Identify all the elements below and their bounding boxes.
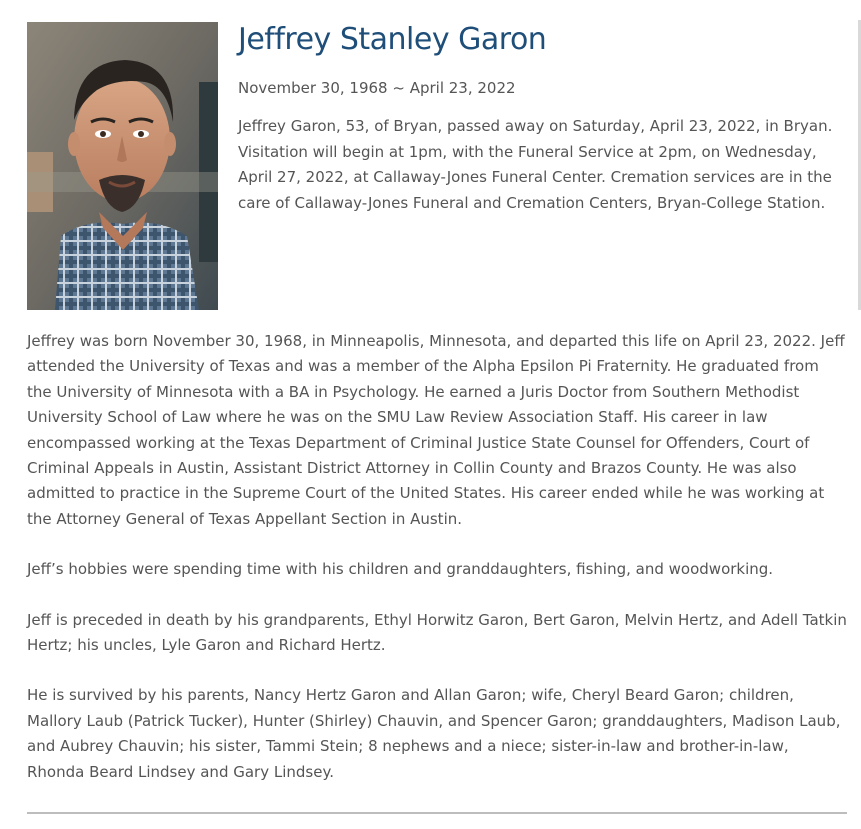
portrait-illustration: [27, 22, 218, 310]
paragraph-preceded: Jeff is preceded in death by his grandparents, Ethyl Horwitz Garon, Bert Garon, Melvin Hertz, and Adell Tatkin Hertz; his uncles, Lyle Garon and Richard Hertz.: [27, 610, 847, 655]
deceased-name: Jeffrey Stanley Garon: [238, 22, 547, 57]
paragraph-biography: Jeffrey was born November 30, 1968, in Minneapolis, Minnesota, and departed this life on April 23, 2022. Jeff attended the University of Texas and was a member of the Alpha Epsilon Pi Fraternity. He graduated from the University of Minnesota with a BA in Psychology. He earned a Juris Doctor from Southern Methodist University School of Law where he was on the SMU Law Review Association Staff. His career in law encompassed working at the Texas Department of Criminal Justice State Counsel for Offenders, Court of Criminal Appeals in Austin, Assistant District Attorney in Collin County and Brazos County. He was also admitted to practice in the Supreme Court of the United States. His career ended while he was working at the Attorney General of Texas Appellant Section in Austin.: [27, 332, 845, 528]
portrait-photo: [27, 22, 218, 310]
obituary-intro: [238, 22, 838, 216]
obituary-body: [27, 329, 847, 785]
paragraph-hobbies: Jeff’s hobbies were spending time with his children and granddaughters, fishing, and woodworking.: [27, 560, 774, 579]
obituary-summary: Jeffrey Garon, 53, of Bryan, passed away on Saturday, April 23, 2022, in Bryan. Visitation will begin at 1pm, with the Funeral Service at 2pm, on Wednesday, April 27, 2022, at Callaway-Jones Funeral Center. Cremation services are in the care of Callaway-Jones Funeral and Cremation Centers, Bryan-College Station.: [238, 117, 833, 212]
paragraph-survived: He is survived by his parents, Nancy Hertz Garon and Allan Garon; wife, Cheryl Beard Garon; children, Mallory Laub (Patrick Tucker), Hunter (Shirley) Chauvin, and Spencer Garon; granddaughters, Madison Laub, and Aubrey Chauvin; his sister, Tammi Stein; 8 nephews and a niece; sister-in-law and brother-in-law, Rhonda Beard Lindsey and Gary Lindsey.: [27, 686, 841, 781]
obituary-page: [27, 22, 847, 810]
life-dates: November 30, 1968 ~ April 23, 2022: [238, 79, 516, 97]
section-divider: [27, 812, 847, 814]
obituary-header: [27, 22, 847, 310]
